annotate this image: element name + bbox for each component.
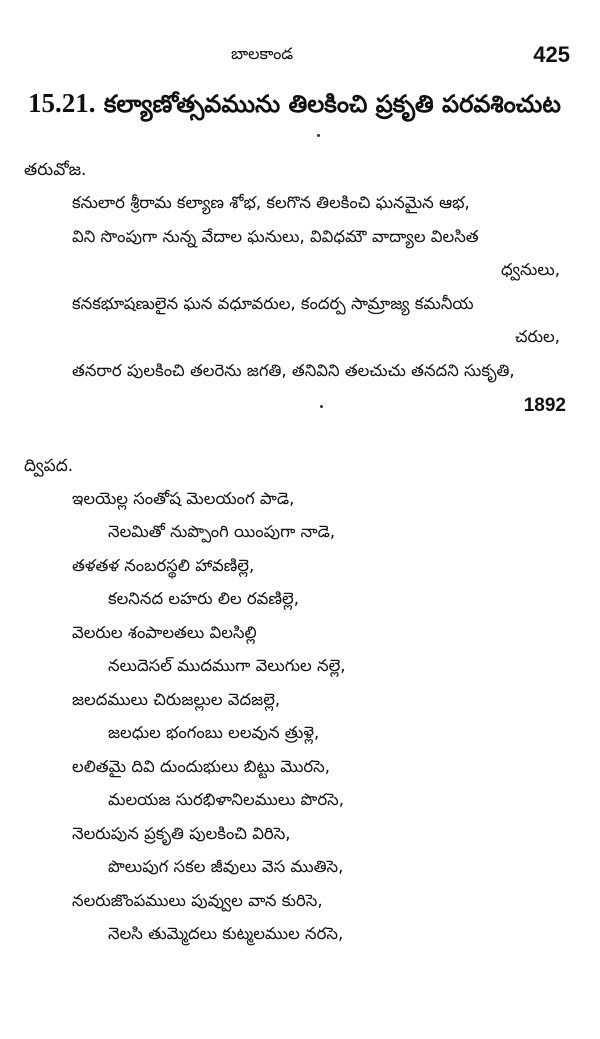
couplet-line: లలితమై దివి దుందుభులు బిట్టు మొరసె,: [72, 757, 330, 776]
couplet-line: ఇలయెల్ల సంతోష మెలయంగ పాడె,: [72, 489, 295, 508]
running-head: బాలకాండ: [231, 44, 294, 63]
print-speck: [317, 134, 320, 137]
couplet-line: మలయజ సురభిళానిలములు పొరసె,: [108, 790, 344, 809]
page-number: 425: [533, 42, 570, 67]
section-heading: [28, 88, 561, 124]
couplet-line: కలనినద లహరు లిల రవణిల్లె,: [108, 589, 299, 608]
print-speck: [320, 405, 323, 408]
verse-number: 1892: [523, 395, 566, 416]
verse-line: కనకభూషణులైన ఘన వధూవరుల, కందర్ప సామ్రాజ్య కమనీయ: [72, 294, 474, 313]
verse-line-continuation: ధ్వనులు,: [500, 260, 560, 279]
couplet-line: నెలమితో నుప్పొంగి యింపుగా నాడె,: [108, 522, 336, 541]
couplet-line: జలదములు చిరుజల్లుల వెదజల్లె,: [72, 690, 281, 709]
couplet-line: నలరుజొంపములు పువ్వుల వాన కురిసె,: [72, 891, 323, 910]
section-number: 15.21.: [28, 88, 96, 118]
couplet-line: జలధుల భంగంబు లలవున త్రుళ్లె,: [108, 723, 320, 742]
couplet-line: నెలరుపున ప్రకృతి పులకించి విరిసె,: [72, 824, 291, 843]
couplet-line: పొలుపుగ సకల జీవులు వెస ముతిసె,: [108, 857, 344, 876]
verse-line: కనులార శ్రీరామ కల్యాణ శోభ, కలగొన తిలకించి ఘనమైన ఆభ,: [72, 193, 470, 212]
verse-line: తనరార పులకించి తలరెను జగతి, తనివిని తలచుచు తనదని సుకృతి,: [72, 361, 515, 380]
meter-label-tharuvoja: తరువోజ.: [24, 160, 87, 180]
meter-label-dvipada: ద్విపద.: [24, 456, 74, 476]
verse-line: విని సొంపుగా నున్న వేదాల ఘనులు, వివిధమౌ వాద్యాల విలసిత: [72, 227, 479, 246]
couplet-line: వెలరుల శంపాలతలు విలసిల్లి: [72, 623, 257, 642]
verse-line-continuation: చరుల,: [515, 327, 560, 346]
couplet-line: తళతళ నంబరస్థలి హావణిల్లె,: [72, 556, 255, 575]
couplet-line: నలుదెసల్ ముదముగా వెలుగుల నల్లె,: [108, 656, 346, 675]
section-title: కల్యాణోత్సవమును తిలకించి ప్రకృతి పరవశించుట: [103, 90, 561, 118]
couplet-line: నెలసి తుమ్మెదలు కుట్మలముల నరసె,: [108, 924, 344, 943]
